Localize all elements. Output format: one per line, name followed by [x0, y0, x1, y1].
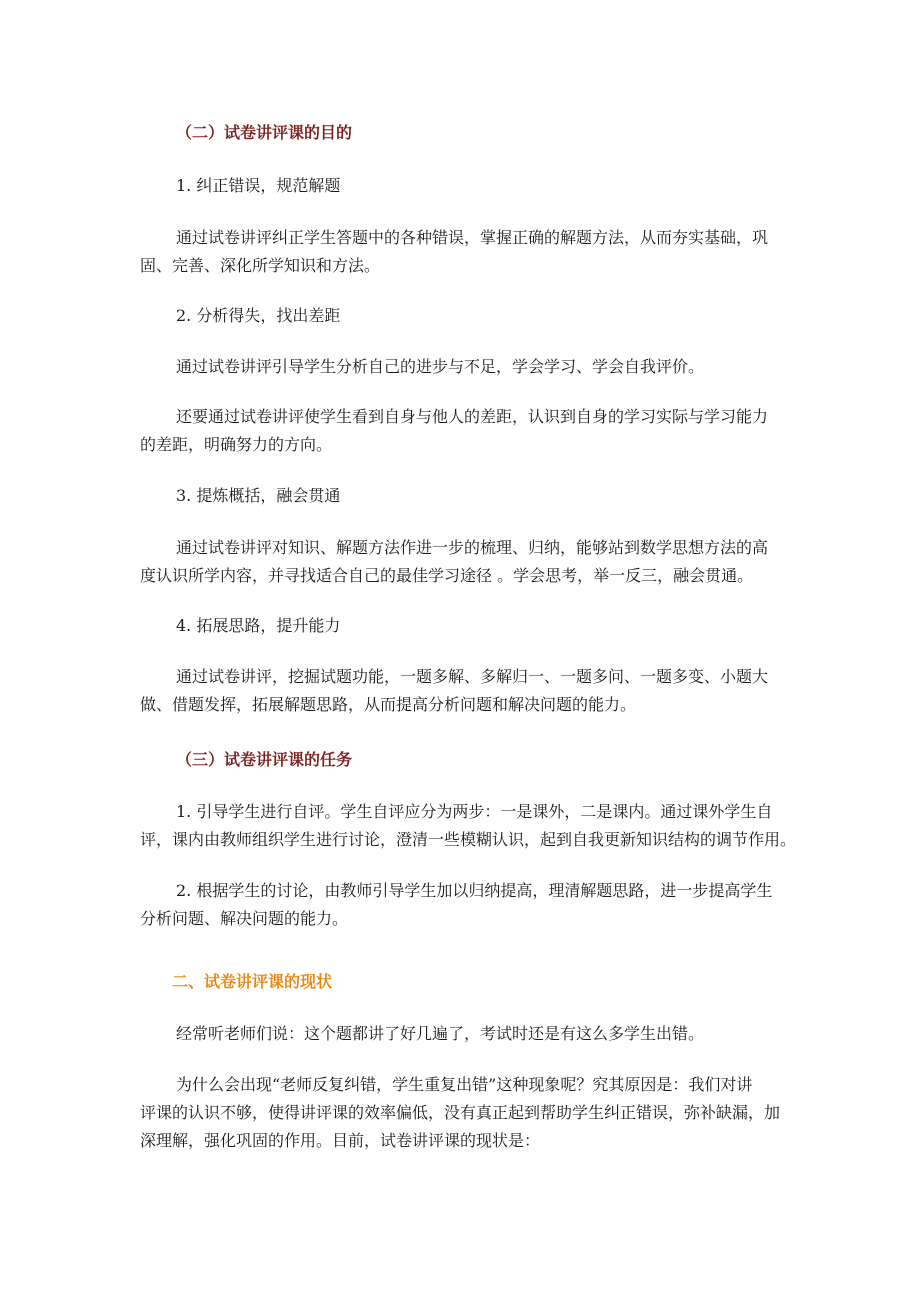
item-2-body-b-line-1: 还要通过试卷讲评使学生看到自身与他人的差距，认识到自身的学习实际与学习能力 [176, 407, 769, 426]
item-1-title: 1. 纠正错误，规范解题 [176, 176, 341, 195]
task-1-line-2: 评，课内由教师组织学生进行讨论，澄清一些模糊认识，起到自我更新知识结构的调节作用。 [140, 830, 797, 849]
item-1-body-line-2: 固、完善、深化所学知识和方法。 [140, 256, 381, 275]
item-2-body-b-line-2: 的差距，明确努力的方向。 [140, 435, 333, 454]
task-2-line-1: 2. 根据学生的讨论，由教师引导学生加以归纳提高，理清解题思路，进一步提高学生 [176, 881, 773, 900]
subheading-tasks: （三）试卷讲评课的任务 [176, 750, 353, 769]
task-2-line-2: 分析问题、解决问题的能力。 [140, 909, 349, 928]
status-paragraph-1: 经常听老师们说：这个题都讲了好几遍了，考试时还是有这么多学生出错。 [176, 1024, 705, 1043]
item-3-body-line-2: 度认识所学内容，并寻找适合自己的最佳学习途径 。学会思考，举一反三，融会贯通。 [140, 566, 754, 585]
status-paragraph-2-line-1: 为什么会出现“老师反复纠错，学生重复出错”这种现象呢？究其原因是：我们对讲 [176, 1075, 753, 1094]
item-1-body-line-1: 通过试卷讲评纠正学生答题中的各种错误，掌握正确的解题方法，从而夯实基础，巩 [176, 228, 769, 247]
item-4-body-line-2: 做、借题发挥，拓展解题思路，从而提高分析问题和解决问题的能力。 [140, 695, 637, 714]
status-paragraph-2-line-2: 评课的认识不够，使得讲评课的效率偏低，没有真正起到帮助学生纠正错误，弥补缺漏，加 [140, 1103, 781, 1122]
item-3-title: 3. 提炼概括，融会贯通 [176, 486, 341, 505]
item-3-body-line-1: 通过试卷讲评对知识、解题方法作进一步的梳理、归纳，能够站到数学思想方法的高 [176, 538, 769, 557]
subheading-purpose: （二）试卷讲评课的目的 [176, 123, 353, 142]
task-1-line-1: 1. 引导学生进行自评。学生自评应分为两步：一是课外，二是课内。通过课外学生自 [176, 802, 773, 821]
item-2-body-a: 通过试卷讲评引导学生分析自己的进步与不足，学会学习、学会自我评价。 [176, 357, 705, 376]
status-paragraph-2-line-3: 深理解，强化巩固的作用。目前，试卷讲评课的现状是： [140, 1131, 541, 1150]
item-4-title: 4. 拓展思路，提升能力 [176, 616, 341, 635]
item-4-body-line-1: 通过试卷讲评，挖掘试题功能，一题多解、多解归一、一题多问、一题多变、小题大 [176, 667, 769, 686]
item-2-title: 2. 分析得失，找出差距 [176, 306, 341, 325]
section-heading-status: 二、试卷讲评课的现状 [172, 972, 333, 991]
